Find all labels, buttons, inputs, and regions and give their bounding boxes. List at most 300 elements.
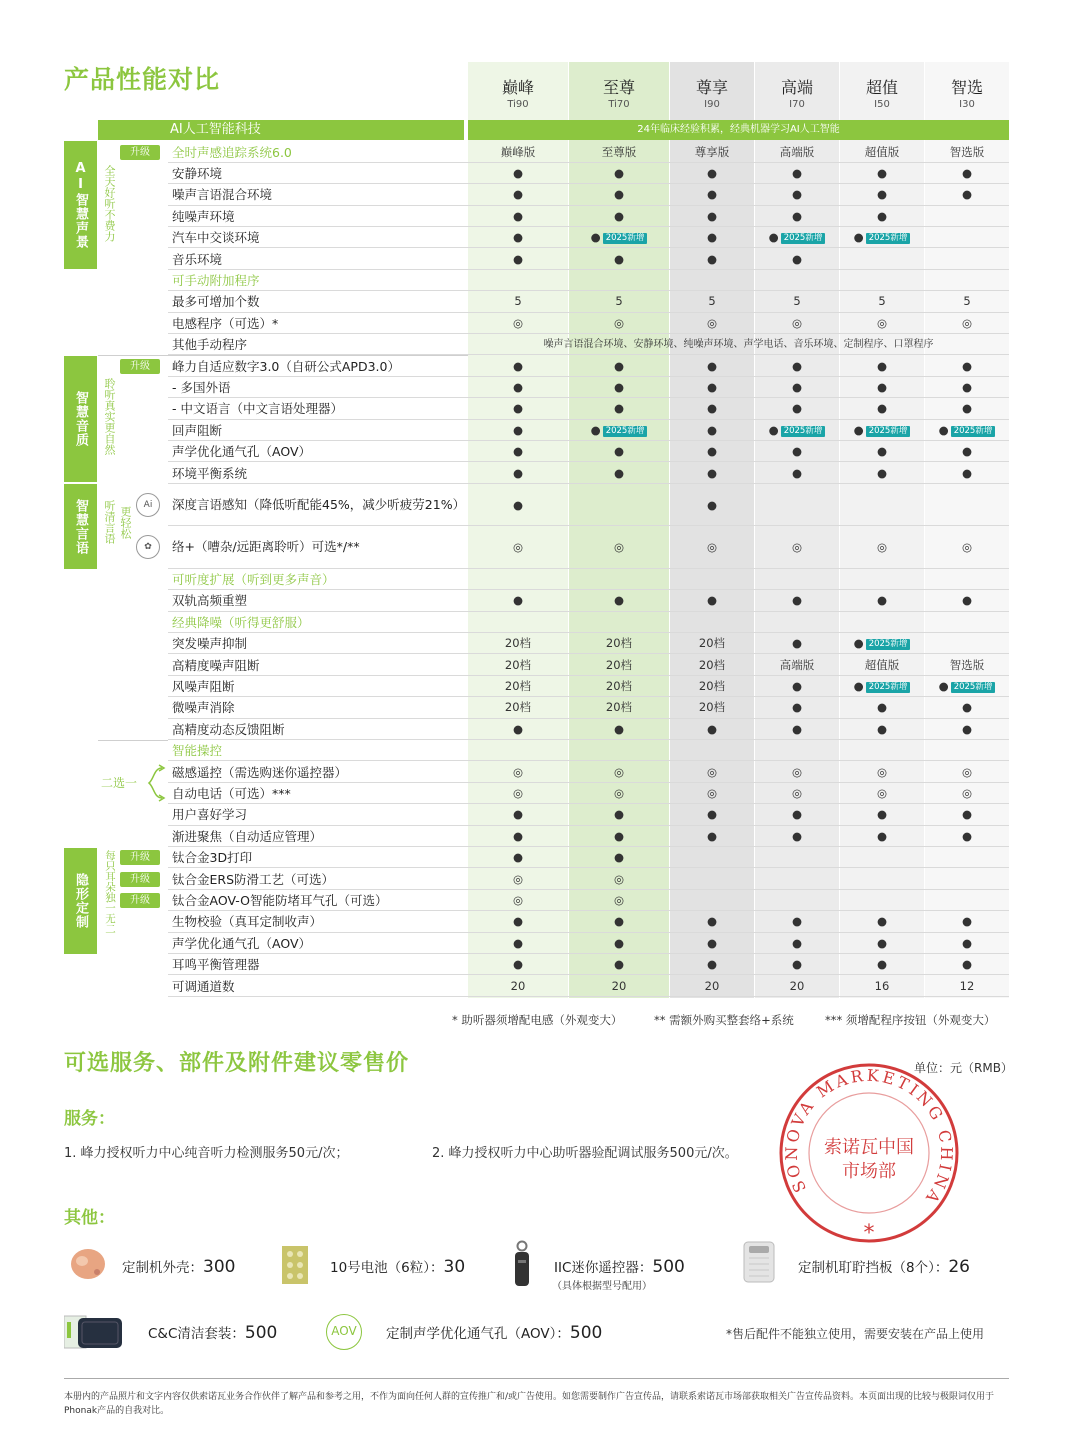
table-cell: ● 2025新增: [569, 420, 669, 441]
new-2025-badge: 2025新增: [603, 426, 648, 437]
table-cell: 12: [959, 978, 975, 993]
feature-label: 环境平衡系统: [172, 465, 248, 481]
table-cell: [840, 869, 924, 890]
upgrade-badge: 升级: [120, 850, 160, 865]
table-cell: [840, 484, 924, 527]
section-ai-soundscape: AI智慧声景: [64, 141, 97, 269]
table-cell: 20档: [504, 657, 532, 672]
custom-shell-icon: [68, 1244, 108, 1284]
table-cell: [670, 270, 754, 291]
new-2025-badge: 2025新增: [603, 233, 648, 244]
disclaimer: 本册内的产品照片和文字内容仅供索诺瓦业务合作伙伴了解产品和参考之用，不作为面向任何人群的宣传推广和/或广告使用。如您需要制作广告宣传品，请联系索诺瓦市场部获取相关广告宣传品资料。本页面出现的比较与极限词仅用于Phonak产品的自我对比。: [64, 1392, 995, 1416]
table-cell: ●: [961, 444, 973, 459]
feature-label: 全时声感追踪系统6.0: [172, 144, 292, 160]
cleaning-kit-icon: [64, 1312, 124, 1352]
ai-speech-icon: Ai: [136, 493, 160, 517]
table-cell: 20档: [698, 657, 726, 672]
feature-label: 络+（嘈杂/远距离聆听）可选*/**: [172, 539, 360, 555]
roger-icon: ✿: [136, 535, 160, 559]
table-cell: ●: [876, 401, 888, 416]
product-wax-guard: 定制机耵聍挡板（8个）：26: [798, 1257, 970, 1277]
feature-label: 可手动附加程序: [172, 272, 260, 288]
feature-label: 汽车中交谈环境: [172, 230, 260, 246]
table-cell: 20档: [698, 678, 726, 693]
new-2025-badge: 2025新增: [951, 682, 996, 693]
table-cell: ●: [512, 593, 524, 608]
table-cell: ◎: [512, 871, 524, 886]
table-cell: ◎: [876, 785, 888, 800]
feature-label: 高精度噪声阻断: [172, 657, 260, 673]
section-ai-subtitle: 全天好听不费力: [103, 165, 116, 242]
stamp-ring-text: SONOVA MARKETING CHINA: [781, 1065, 957, 1209]
table-cell: ●: [876, 807, 888, 822]
table-cell: ●: [876, 187, 888, 202]
new-2025-badge: 2025新增: [951, 426, 996, 437]
unit-label: 单位：元（RMB）: [914, 1061, 1013, 1075]
table-cell: 5: [963, 294, 971, 309]
table-cell: ●: [791, 678, 803, 693]
table-cell: ◎: [791, 785, 803, 800]
table-cell: ●: [706, 165, 718, 180]
table-cell: ●: [706, 422, 718, 437]
table-cell: ◎: [961, 785, 973, 800]
table-cell: ●: [961, 914, 973, 929]
table-cell: 20档: [504, 678, 532, 693]
feature-label: 声学优化通气孔（AOV）: [172, 935, 312, 951]
feature-label: 可听度扩展（听到更多声音）: [172, 571, 335, 587]
ai-header-tagline: 24年临床经验积累，经典机器学习AI人工智能: [468, 120, 1009, 140]
section-custom-subtitle: 每只耳朵独一无二: [104, 850, 116, 934]
section-speech: 智慧言语: [64, 484, 97, 569]
product-remote: IIC迷你遥控器：500: [554, 1257, 685, 1277]
table-cell: ●: [613, 187, 625, 202]
table-cell: ●: [706, 465, 718, 480]
table-cell: ●: [876, 165, 888, 180]
new-2025-badge: 2025新增: [866, 233, 911, 244]
footnote-1: * 助听器须增配电感（外观变大）: [452, 1013, 623, 1027]
upgrade-badge: 升级: [120, 145, 160, 160]
table-cell: ●: [512, 165, 524, 180]
table-cell: ●: [613, 358, 625, 373]
table-cell: 20档: [504, 636, 532, 651]
table-cell: ●: [613, 208, 625, 223]
table-cell: ●: [791, 807, 803, 822]
table-cell: ◎: [876, 764, 888, 779]
table-cell: 超值版: [864, 657, 900, 672]
wax-guard-icon: [740, 1240, 778, 1284]
table-cell: ●: [512, 721, 524, 736]
table-cell: ◎: [791, 764, 803, 779]
table-cell: ●: [613, 828, 625, 843]
table-cell: ●: [791, 957, 803, 972]
table-cell: ●: [512, 187, 524, 202]
table-cell: ●: [613, 721, 625, 736]
model-name: 超值: [865, 78, 898, 97]
table-cell: ● 2025新增: [925, 676, 1009, 697]
table-cell: [925, 847, 1009, 868]
table-cell: [925, 227, 1009, 248]
table-cell: ●: [613, 957, 625, 972]
section-sound-quality: 智慧音质: [64, 356, 97, 482]
table-cell: ●: [706, 593, 718, 608]
table-cell: ●: [961, 401, 973, 416]
section-custom: 隐形定制: [64, 848, 97, 954]
table-cell: ●: [791, 593, 803, 608]
services-title: 可选服务、部件及附件建议零售价: [64, 1051, 410, 1076]
table-cell: 5: [615, 294, 623, 309]
table-cell: 20档: [605, 636, 633, 651]
table-cell: ◎: [791, 540, 803, 555]
table-cell: ●: [791, 465, 803, 480]
table-cell: ●: [512, 957, 524, 972]
choose-one-bracket: [146, 764, 168, 802]
table-cell: ● 2025新增: [569, 227, 669, 248]
table-cell: ●: [706, 497, 718, 512]
table-cell: 20档: [698, 700, 726, 715]
table-cell: [670, 612, 754, 633]
table-cell: 20: [510, 978, 526, 993]
table-cell: 20档: [605, 700, 633, 715]
new-2025-badge: 2025新增: [781, 426, 826, 437]
table-cell: [755, 869, 839, 890]
table-cell: ●: [512, 850, 524, 865]
feature-label: 音乐环境: [172, 251, 223, 267]
table-cell: ●: [876, 444, 888, 459]
feature-label: 噪声言语混合环境: [172, 187, 273, 203]
stamp-line2: 市场部: [842, 1161, 896, 1182]
model-header: [840, 62, 924, 116]
feature-label: - 中文语言（中文言语处理器）: [172, 401, 343, 417]
new-2025-badge: 2025新增: [781, 233, 826, 244]
table-cell: ● 2025新增: [755, 227, 839, 248]
table-cell: 至尊版: [601, 144, 637, 159]
table-cell: ●: [706, 957, 718, 972]
table-cell: [925, 869, 1009, 890]
feature-label: 声学优化通气孔（AOV）: [172, 444, 312, 460]
table-cell: ◎: [613, 871, 625, 886]
table-cell: 高端版: [779, 144, 815, 159]
table-cell: ●: [512, 358, 524, 373]
bottom-divider: [64, 1378, 1009, 1379]
feature-label: 峰力自适应数字3.0（自研公式APD3.0）: [172, 358, 400, 374]
table-cell: ◎: [512, 892, 524, 907]
table-cell: [925, 890, 1009, 911]
table-cell: [840, 847, 924, 868]
table-cell: 20档: [698, 636, 726, 651]
table-cell: ●: [706, 358, 718, 373]
table-cell: ●: [961, 379, 973, 394]
table-cell: ●: [512, 379, 524, 394]
footnote-3: *** 须增配程序按钮（外观变大）: [825, 1013, 996, 1027]
feature-label: 渐进聚焦（自动适应管理）: [172, 828, 323, 844]
feature-label: 最多可增加个数: [172, 294, 260, 310]
product-aov: 定制声学优化通气孔（AOV）：500: [386, 1323, 603, 1343]
model-code: Ti90: [507, 99, 529, 110]
table-cell: [670, 847, 754, 868]
new-2025-badge: 2025新增: [866, 682, 911, 693]
table-cell: ●: [512, 828, 524, 843]
table-cell: ●: [791, 379, 803, 394]
table-cell: ● 2025新增: [840, 676, 924, 697]
page-title: 产品性能对比: [64, 65, 221, 94]
new-2025-badge: 2025新增: [866, 426, 911, 437]
table-cell: ●: [706, 721, 718, 736]
table-cell: ●: [706, 914, 718, 929]
model-name: 巅峰: [501, 78, 534, 97]
table-cell: [840, 612, 924, 633]
feature-label: 深度言语感知（降低听配能45%，减少听疲劳21%）: [172, 496, 466, 512]
product-remote-note: （具体根据型号配用）: [552, 1281, 652, 1292]
table-cell: [925, 484, 1009, 527]
table-cell: ●: [791, 208, 803, 223]
product-shell: 定制机外壳：300: [122, 1257, 236, 1277]
model-code: I30: [959, 99, 975, 110]
model-code: I70: [789, 99, 805, 110]
table-cell: 智选版: [949, 144, 985, 159]
model-header: [755, 62, 839, 116]
table-cell: 超值版: [864, 144, 900, 159]
table-cell: ●: [706, 807, 718, 822]
table-cell: ●: [791, 358, 803, 373]
others-label: 其他：: [64, 1208, 115, 1228]
table-cell: [755, 569, 839, 590]
table-cell: ●: [876, 593, 888, 608]
table-cell: [569, 612, 669, 633]
table-cell: ●: [961, 957, 973, 972]
sonova-stamp: [776, 1060, 962, 1246]
table-cell: ●: [613, 401, 625, 416]
section-speech-subtitle2: 更轻松: [119, 506, 132, 539]
table-cell: [840, 569, 924, 590]
section-speech-subtitle1: 听清言语: [103, 500, 116, 544]
table-cell: ●: [961, 165, 973, 180]
table-cell: ◎: [961, 315, 973, 330]
table-cell: ◎: [613, 315, 625, 330]
feature-label: 自动电话（可选）***: [172, 785, 291, 801]
model-name: 至尊: [602, 78, 635, 97]
table-cell: ●: [791, 700, 803, 715]
feature-label: 磁感遥控（需选购迷你遥控器）: [172, 764, 348, 780]
table-cell: ●: [512, 914, 524, 929]
table-cell: 20档: [605, 657, 633, 672]
table-cell: ●: [512, 422, 524, 437]
table-cell: 巅峰版: [500, 144, 536, 159]
table-cell: ●: [961, 358, 973, 373]
table-cell: ●: [613, 914, 625, 929]
table-cell: 高端版: [779, 657, 815, 672]
upgrade-badge: 升级: [120, 893, 160, 908]
feature-label: 生物校验（真耳定制收声）: [172, 914, 323, 930]
table-cell: ●: [706, 444, 718, 459]
table-cell: ●: [961, 935, 973, 950]
table-cell: 尊享版: [694, 144, 730, 159]
table-cell: [840, 890, 924, 911]
table-cell: ●: [876, 465, 888, 480]
feature-label: 耳鸣平衡管理器: [172, 957, 260, 973]
table-cell: 5: [793, 294, 801, 309]
model-code: I50: [874, 99, 890, 110]
table-cell: ◎: [613, 540, 625, 555]
feature-label: 其他手动程序: [172, 337, 248, 353]
table-cell: ●: [791, 444, 803, 459]
table-cell: ◎: [876, 315, 888, 330]
table-cell: [670, 740, 754, 761]
table-cell: 5: [878, 294, 886, 309]
table-cell: [670, 890, 754, 911]
table-cell: ● 2025新增: [840, 420, 924, 441]
table-cell: ●: [706, 401, 718, 416]
table-cell: ◎: [706, 785, 718, 800]
table-cell: [755, 612, 839, 633]
table-cell: ●: [876, 700, 888, 715]
table-cell: [468, 612, 568, 633]
svg-text:*: *: [863, 1221, 875, 1246]
table-cell: [755, 890, 839, 911]
table-cell: ●: [613, 165, 625, 180]
section-sound-subtitle: 聆听真实更自然: [103, 378, 116, 455]
new-2025-badge: 2025新增: [866, 639, 911, 650]
table-cell: ●: [706, 187, 718, 202]
table-cell: ●: [876, 208, 888, 223]
feature-label: 经典降噪（听得更舒服）: [172, 614, 310, 630]
table-cell: ●: [613, 465, 625, 480]
table-cell: ●: [512, 807, 524, 822]
feature-label: 钛合金AOV-O智能防堵耳气孔（可选）: [172, 892, 388, 908]
table-cell: ◎: [706, 315, 718, 330]
table-cell: ●: [706, 379, 718, 394]
table-cell: ●: [791, 165, 803, 180]
feature-label: 可调通道数: [172, 978, 235, 994]
mini-remote-icon: [510, 1240, 534, 1288]
table-cell: ●: [961, 187, 973, 202]
model-name: 智选: [950, 78, 983, 97]
table-cell: 5: [514, 294, 522, 309]
table-cell: ◎: [613, 785, 625, 800]
table-cell: ◎: [706, 764, 718, 779]
model-code: I90: [704, 99, 720, 110]
model-header: [468, 62, 568, 116]
table-cell: 20: [611, 978, 627, 993]
feature-label: 突发噪声抑制: [172, 636, 248, 652]
table-cell: ●: [961, 593, 973, 608]
table-cell: [468, 740, 568, 761]
table-cell: ●: [876, 379, 888, 394]
table-cell: ●: [791, 251, 803, 266]
table-cell: ●: [706, 208, 718, 223]
table-cell: ● 2025新增: [840, 227, 924, 248]
feature-label: - 多国外语: [172, 379, 231, 395]
feature-label: 风噪声阻断: [172, 678, 235, 694]
table-cell: ●: [706, 935, 718, 950]
table-cell: [569, 270, 669, 291]
table-cell: ●: [791, 187, 803, 202]
table-cell: ●: [791, 401, 803, 416]
table-cell: ●: [512, 401, 524, 416]
table-cell: 20档: [605, 678, 633, 693]
table-cell: ●: [961, 807, 973, 822]
table-cell: ◎: [613, 764, 625, 779]
product-cleaning-kit: C&C清洁套装：500: [148, 1323, 278, 1343]
table-cell: ●: [876, 914, 888, 929]
table-cell: ● 2025新增: [755, 420, 839, 441]
table-cell: 20: [789, 978, 805, 993]
table-cell: [670, 569, 754, 590]
table-cell: [755, 484, 839, 527]
model-header: [670, 62, 754, 116]
feature-label: 双轨高频重塑: [172, 593, 248, 609]
table-cell: ●: [613, 593, 625, 608]
table-cell: ●: [876, 957, 888, 972]
footnote-2: ** 需额外购买整套络+系统: [654, 1013, 794, 1027]
feature-label: 安静环境: [172, 165, 223, 181]
table-cell: ◎: [706, 540, 718, 555]
table-cell: ◎: [791, 315, 803, 330]
table-cell: ● 2025新增: [840, 633, 924, 654]
aov-icon: AOV: [326, 1314, 362, 1350]
table-cell: ●: [961, 700, 973, 715]
table-cell: ●: [613, 850, 625, 865]
table-cell: ●: [512, 935, 524, 950]
table-cell: ●: [512, 230, 524, 245]
divider: [98, 740, 168, 741]
model-code: Ti70: [608, 99, 630, 110]
table-cell: ●: [613, 444, 625, 459]
table-cell: ●: [876, 721, 888, 736]
stamp-line1: 索诺瓦中国: [824, 1137, 914, 1158]
table-cell: ◎: [961, 764, 973, 779]
table-cell: ● 2025新增: [925, 420, 1009, 441]
table-cell: [569, 569, 669, 590]
table-cell: [925, 740, 1009, 761]
divider: [98, 355, 468, 356]
span-value: 噪声言语混合环境、安静环境、纯噪声环境、声学电话、音乐环境、定制程序、口罩程序: [543, 339, 934, 351]
table-cell: ●: [876, 358, 888, 373]
service-1: 1. 峰力授权听力中心纯音听力检测服务50元/次；: [64, 1146, 349, 1161]
table-cell: 16: [874, 978, 890, 993]
feature-label: 用户喜好学习: [172, 807, 248, 823]
battery-icon: [282, 1246, 308, 1284]
model-name: 尊享: [695, 78, 728, 97]
table-cell: [755, 740, 839, 761]
table-cell: ◎: [512, 785, 524, 800]
feature-label: 钛合金3D打印: [172, 850, 253, 866]
table-cell: ●: [706, 230, 718, 245]
table-cell: ◎: [512, 764, 524, 779]
table-cell: 20: [704, 978, 720, 993]
table-cell: ●: [961, 721, 973, 736]
table-cell: ●: [791, 721, 803, 736]
table-cell: ●: [613, 935, 625, 950]
product-battery: 10号电池（6粒）：30: [330, 1257, 466, 1277]
table-cell: ◎: [876, 540, 888, 555]
table-cell: ●: [512, 251, 524, 266]
upgrade-badge: 升级: [120, 872, 160, 887]
table-cell: [569, 484, 669, 527]
table-cell: [925, 270, 1009, 291]
table-cell: [925, 569, 1009, 590]
model-name: 高端: [780, 78, 813, 97]
table-cell: ●: [613, 379, 625, 394]
feature-label: 高精度动态反馈阻断: [172, 721, 285, 737]
table-cell: ●: [791, 914, 803, 929]
table-cell: ●: [613, 807, 625, 822]
table-cell: [840, 270, 924, 291]
table-cell: [925, 249, 1009, 270]
table-cell: 5: [708, 294, 716, 309]
table-cell: [670, 869, 754, 890]
table-cell: ●: [512, 444, 524, 459]
table-cell: [925, 206, 1009, 227]
